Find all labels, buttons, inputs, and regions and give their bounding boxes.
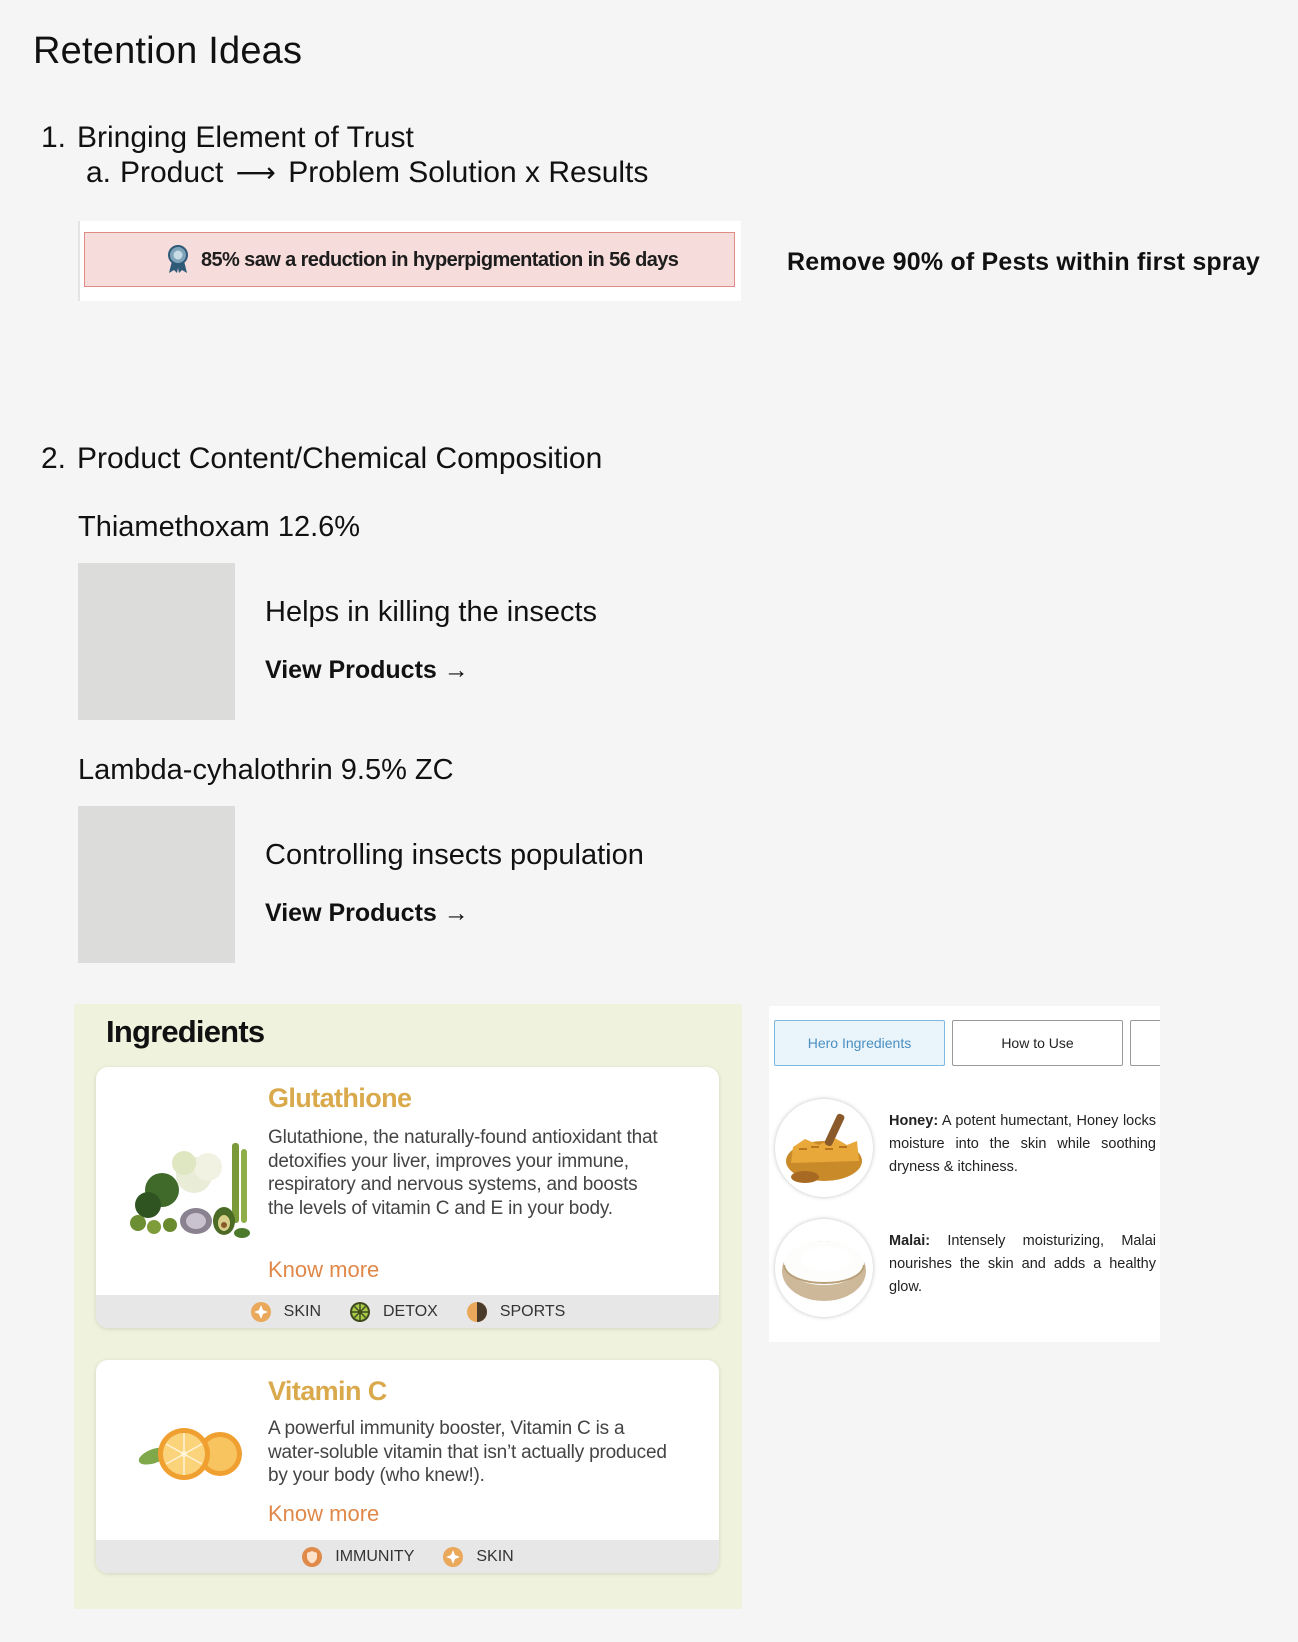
tab-more[interactable] (1130, 1020, 1160, 1066)
tag-label: SKIN (476, 1547, 514, 1565)
ingredient-description: Glutathione, the naturally-found antioxidant that detoxifies your liver, improves your immune, respiratory and nervous systems, and boosts the levels of vitamin C and E in your body. (268, 1127, 658, 1219)
tag-label: DETOX (383, 1302, 438, 1320)
product-image-placeholder (78, 563, 235, 720)
sports-icon (466, 1301, 488, 1323)
skin-icon (250, 1301, 272, 1323)
orange-image (134, 1418, 244, 1488)
ingredients-panel (74, 1004, 742, 1609)
ingredient-tags (96, 1295, 719, 1328)
immunity-icon (301, 1546, 323, 1568)
section-2-heading (41, 441, 602, 477)
tab-how-to-use[interactable]: How to Use (952, 1020, 1123, 1066)
hero-item-text: Intensely moisturizing, Malai nourishes the skin and adds a healthy glow. (889, 1233, 1156, 1295)
sub-list-letter: a. (86, 156, 112, 189)
know-more-link[interactable]: Know more (268, 1257, 380, 1282)
tag-skin (442, 1546, 513, 1568)
chemical-name: Thiamethoxam 12.6% (78, 511, 361, 543)
hero-item-text: A potent humectant, Honey locks moisture into the skin while soothing dryness & itchiness. (889, 1113, 1156, 1175)
honey-image (775, 1099, 873, 1197)
know-more-link[interactable]: Know more (268, 1501, 380, 1526)
ingredient-description: A powerful immunity booster, Vitamin C is a water-soluble vitamin that isn’t actually produced by your body (who knew!). (268, 1418, 667, 1486)
tag-skin (250, 1301, 321, 1323)
list-number: 2. (41, 442, 67, 475)
hero-ingredients-panel (769, 1006, 1160, 1342)
product-image-placeholder (78, 806, 235, 963)
hero-item-malai (889, 1230, 1156, 1299)
tag-label: SKIN (283, 1302, 321, 1320)
detox-icon (349, 1301, 371, 1323)
trust-banner (84, 232, 735, 287)
view-products-link[interactable]: View Products → (265, 899, 469, 927)
tag-sports (466, 1301, 566, 1323)
tag-detox (349, 1301, 438, 1323)
trust-banner-screenshot (78, 221, 741, 301)
view-products-link[interactable]: View Products → (265, 656, 469, 684)
ingredients-title: Ingredients (106, 1014, 265, 1049)
arrow-right-icon: ⟶ (235, 157, 276, 188)
tab-hero-ingredients[interactable]: Hero Ingredients (774, 1020, 945, 1066)
tag-label: SPORTS (499, 1302, 566, 1320)
ingredient-name: Vitamin C (268, 1376, 387, 1406)
section-1-subitem (86, 155, 648, 191)
hero-item-name: Honey: (889, 1113, 939, 1129)
heading-text: Product Content/Chemical Composition (77, 442, 603, 475)
list-number: 1. (41, 121, 67, 154)
chemical-name: Lambda-cyhalothrin 9.5% ZC (78, 754, 454, 786)
sub-right: Problem Solution x Results (288, 156, 649, 189)
ingredient-card (96, 1067, 719, 1328)
ingredient-tags (96, 1540, 719, 1573)
ingredient-name: Glutathione (268, 1083, 412, 1113)
award-ribbon-icon (165, 244, 191, 274)
malai-image (775, 1219, 873, 1317)
chemical-description: Controlling insects population (265, 839, 644, 871)
banner-text: 85% saw a reduction in hyperpigmentation in 56 days (201, 249, 679, 271)
pest-callout: Remove 90% of Pests within first spray (787, 248, 1261, 276)
sub-left: Product (120, 156, 224, 189)
chemical-description: Helps in killing the insects (265, 596, 598, 628)
section-1-heading (41, 120, 414, 156)
ingredient-card (96, 1360, 719, 1573)
tag-label: IMMUNITY (335, 1547, 415, 1565)
page-title: Retention Ideas (33, 30, 303, 72)
hero-item-name: Malai: (889, 1233, 931, 1249)
vegetables-image (124, 1135, 254, 1250)
skin-icon (442, 1546, 464, 1568)
heading-text: Bringing Element of Trust (77, 121, 414, 154)
hero-item-honey (889, 1110, 1156, 1179)
tag-immunity (301, 1546, 414, 1568)
